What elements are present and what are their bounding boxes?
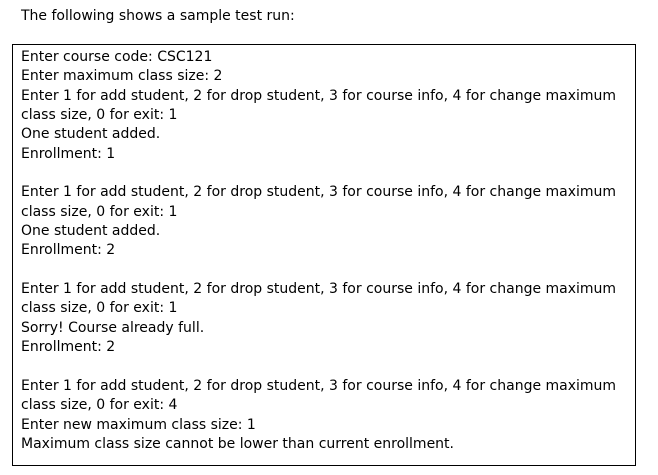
output-line: class size, 0 for exit: 1 (21, 107, 178, 124)
output-line: Maximum class size cannot be lower than current enrollment. (21, 435, 454, 452)
output-line: One student added. (21, 126, 161, 143)
blank-line (21, 358, 635, 377)
output-line: Enrollment: 1 (21, 145, 116, 162)
output-line: Enter new maximum class size: 1 (21, 416, 256, 433)
output-line: Enter 1 for add student, 2 for drop student, 3 for course info, 4 for change maximum (21, 377, 617, 394)
output-line: Enter 1 for add student, 2 for drop student, 3 for course info, 4 for change maximum (21, 184, 617, 201)
blank-line (21, 164, 635, 183)
output-line: Enrollment: 2 (21, 339, 116, 356)
output-line: class size, 0 for exit: 1 (21, 300, 178, 317)
output-line: class size, 0 for exit: 4 (21, 397, 178, 414)
output-line: Sorry! Course already full. (21, 319, 205, 336)
output-line: Enter 1 for add student, 2 for drop student, 3 for course info, 4 for change maximum (21, 281, 617, 298)
output-line: class size, 0 for exit: 1 (21, 203, 178, 220)
output-line: Enrollment: 2 (21, 242, 116, 259)
output-line: Enter maximum class size: 2 (21, 68, 223, 85)
intro-text: The following shows a sample test run: (21, 8, 295, 24)
output-line: Enter course code: CSC121 (21, 49, 213, 65)
test-run-output-box (12, 44, 636, 466)
output-line: One student added. (21, 223, 161, 240)
output-line: Enter 1 for add student, 2 for drop student, 3 for course info, 4 for change maximum (21, 87, 617, 104)
blank-line (21, 261, 635, 280)
